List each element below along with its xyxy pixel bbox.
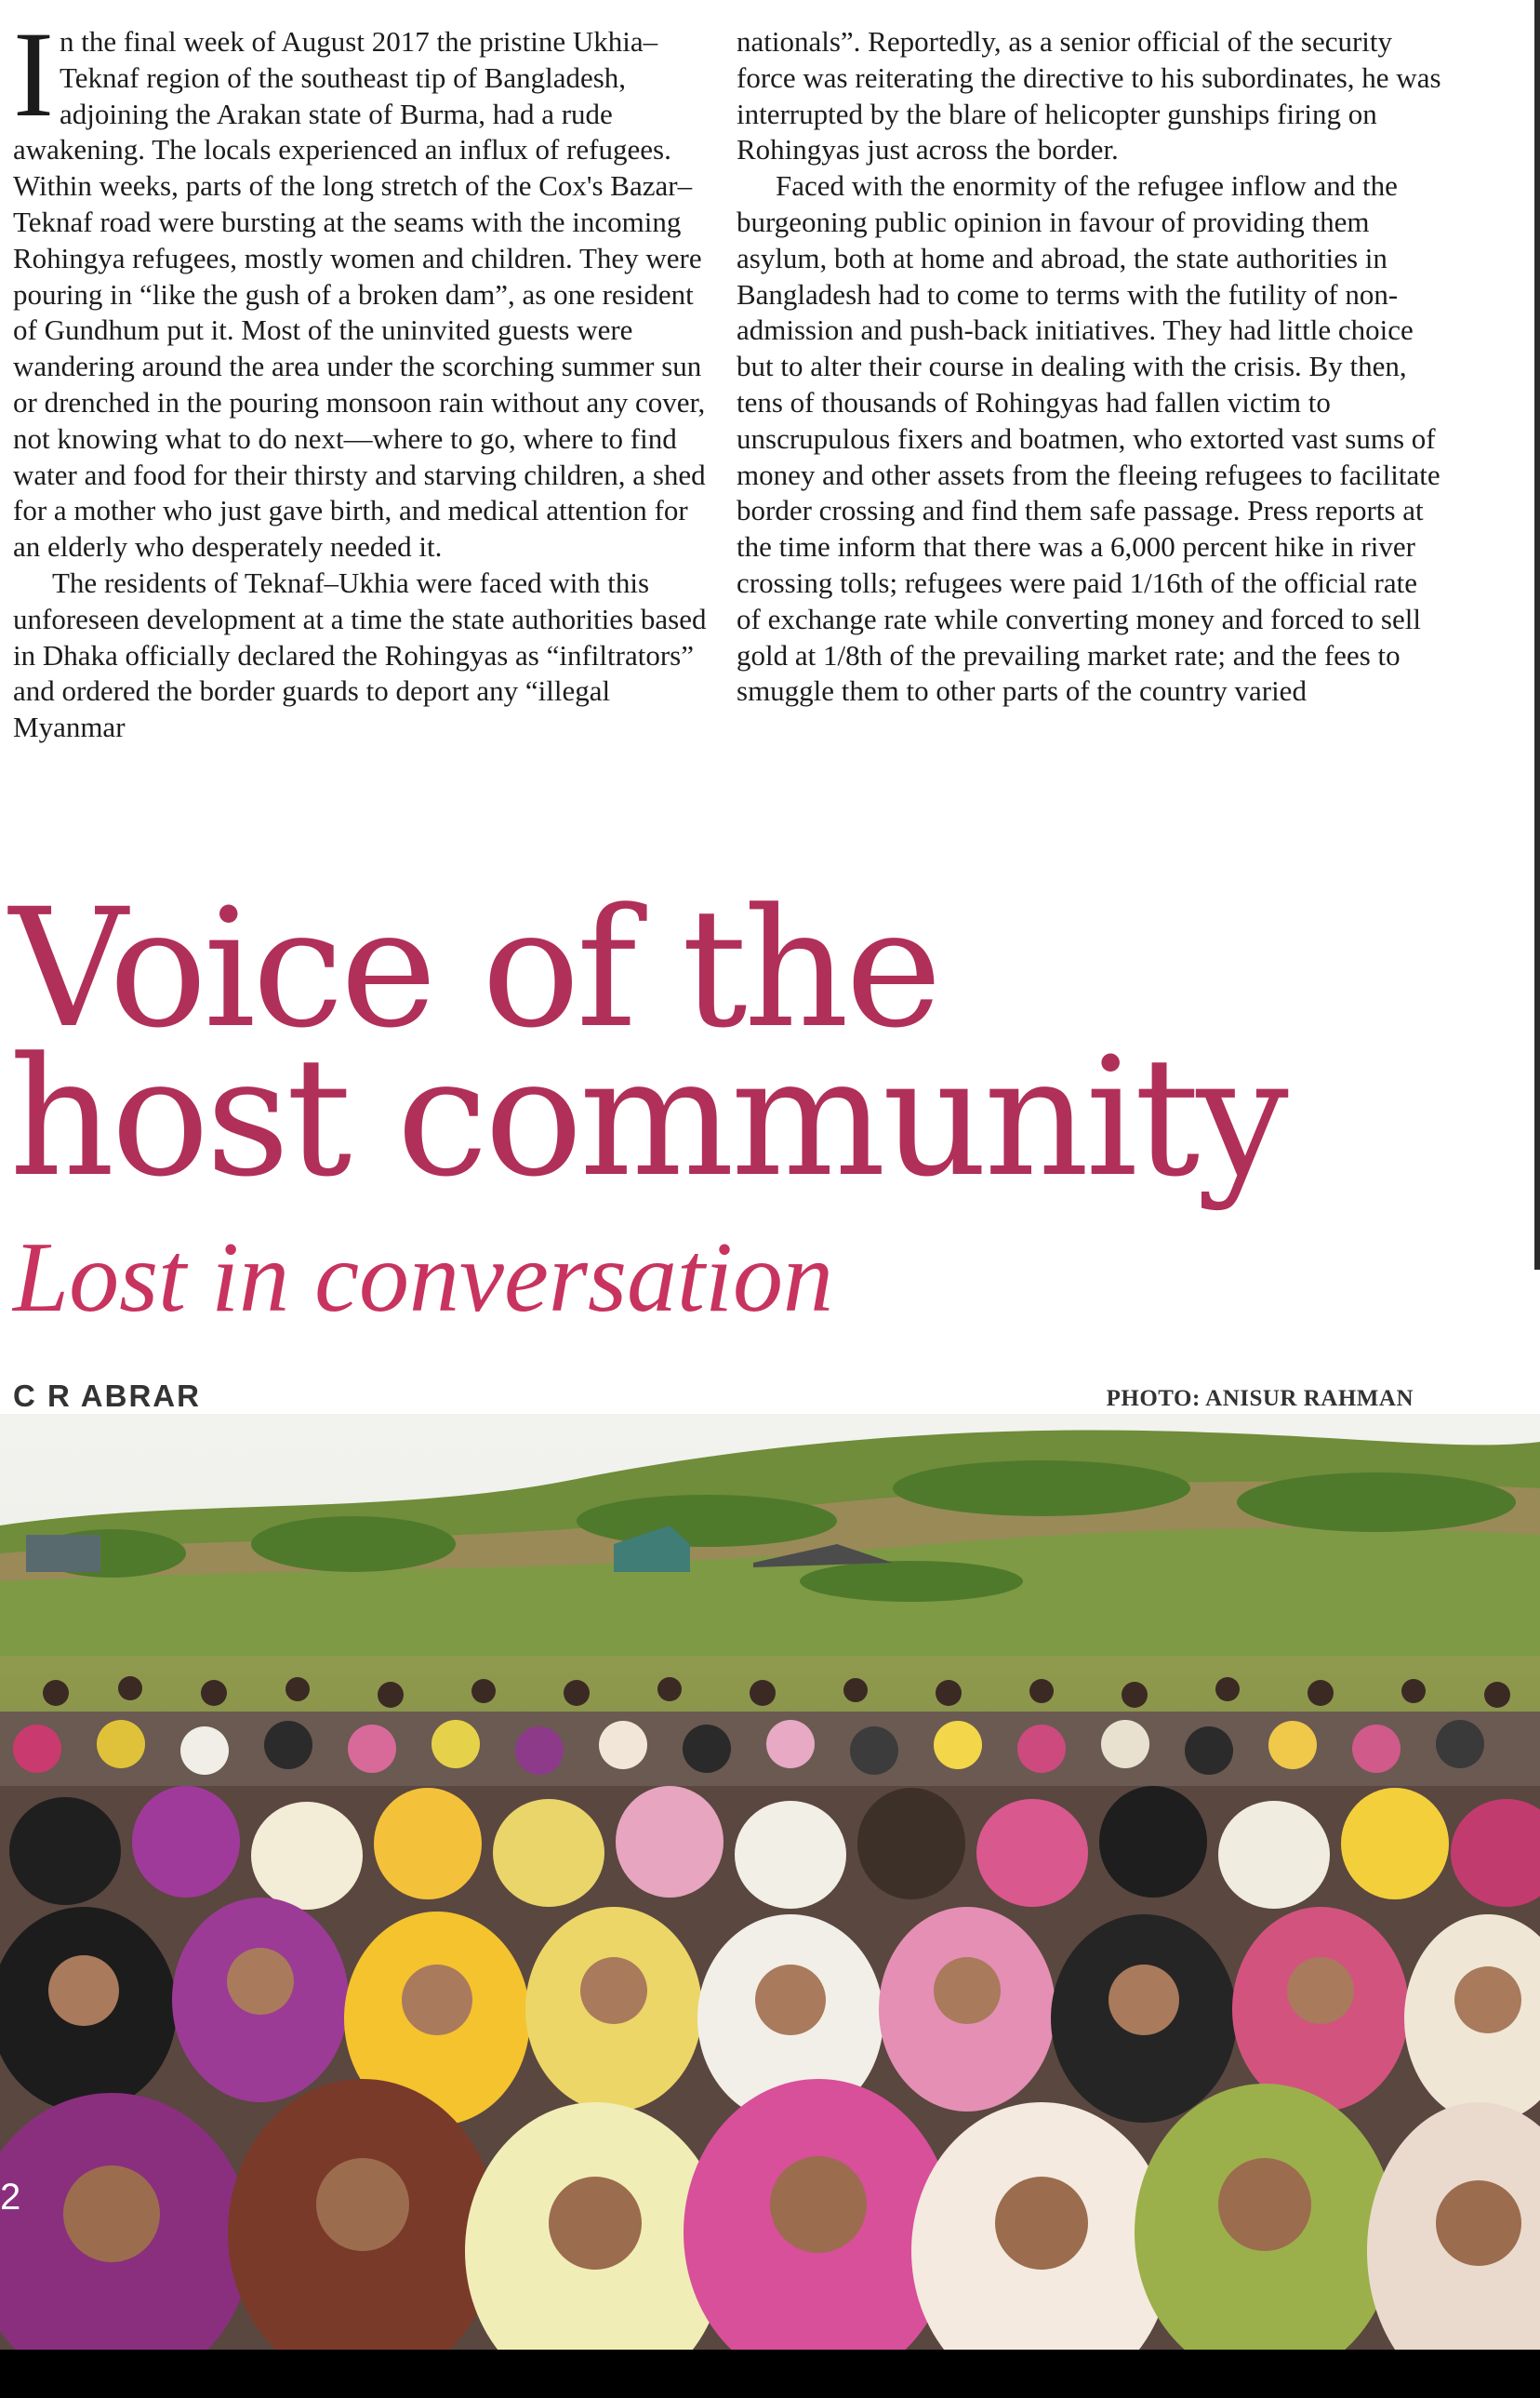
subtitle: Lost in conversation — [13, 1222, 833, 1333]
crowd-photo-illustration — [0, 1414, 1540, 2350]
photo-credit: PHOTO: ANISUR RAHMAN — [1106, 1386, 1414, 1411]
article-paragraph: The residents of Teknaf–Ukhia were faced with this unforeseen development at a time the state authorities based in Dhaka officially declared the Rohingyas as “infiltrators” and ordered the border guards to deport any “illegal Myanmar — [13, 566, 707, 744]
author-byline: C R ABRAR — [13, 1379, 201, 1413]
bottom-black-bar — [0, 2350, 1540, 2398]
drop-cap: I — [13, 6, 54, 142]
headline-line-1: Voice of the — [9, 873, 939, 1064]
headline — [9, 873, 1285, 1213]
crowd-photo — [0, 1414, 1540, 2350]
page-number: 2 — [0, 2177, 21, 2218]
article-paragraph — [13, 6, 720, 566]
headline-line-2: host community — [9, 1022, 1285, 1213]
page-edge-divider — [1534, 0, 1540, 1270]
article-column-right — [737, 24, 1443, 710]
article-paragraph: Faced with the enormity of the refugee inflow and the burgeoning public opinion in favour of providing them asylum, both at home and abroad, the state authorities in Bangladesh had to come to terms with the futility of non-admission and push-back initiatives. They had little choice but to alter their course in dealing with the crisis. By then, tens of thousands of Rohingyas had fallen victim to unscrupulous fixers and boatmen, who extorted vast sums of money and other assets from the fleeing refugees to facilitate border crossing and find them safe passage. Press reports at the time inform that there was a 6,000 percent hike in river crossing tolls; refugees were paid 1/16th of the official rate of exchange rate while converting money and forced to sell gold at 1/8th of the prevailing market rate; and the fees to smuggle them to other parts of the country varied — [737, 169, 1440, 708]
paragraph-text: n the final week of August 2017 the pristine Ukhia–Teknaf region of the southeast tip of Bangladesh, adjoining the Arakan state of Burma, had a rude awakening. The locals experienced an influx of refugees. Within weeks, parts of the long stretch of the Cox's Bazar–Teknaf road were bursting at the seams with the incoming Rohingya refugees, mostly women and children. They were pouring in “like the gush of a broken dam”, as one resident of Gundhum put it. Most of the uninvited guests were wandering around the area under the scorching summer sun or drenched in the pouring monsoon rain without any cover, not knowing what to do next—where to go, where to find water and food for their thirsty and starving children, a shed for a mother who just gave birth, and medical attention for an elderly who desperately needed it. — [13, 25, 706, 564]
article-paragraph: nationals”. Reportedly, as a senior official of the security force was reiterating the directive to his subordinates, he was interrupted by the blare of helicopter gunships firing on Rohingyas just across the border. — [737, 25, 1441, 167]
article-column-left — [13, 6, 720, 746]
